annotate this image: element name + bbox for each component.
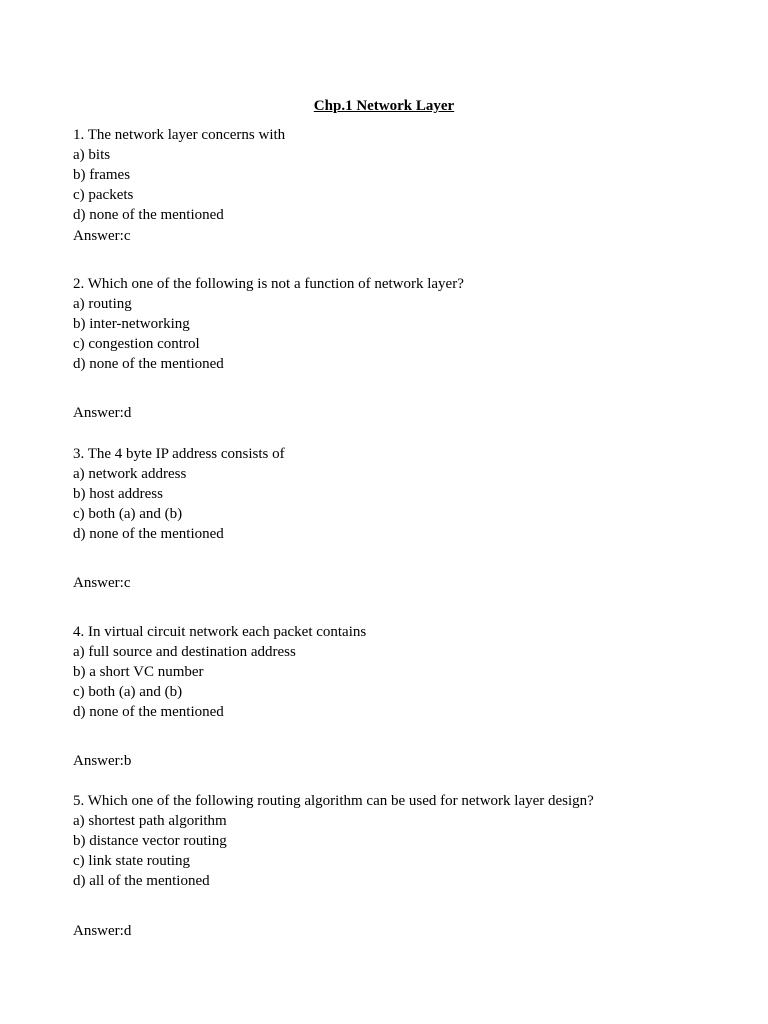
option-d: d) all of the mentioned [73, 873, 210, 889]
option-c: c) link state routing [73, 853, 191, 869]
option-b: b) distance vector routing [73, 833, 227, 849]
question-text: 4. In virtual circuit network each packet contains [73, 624, 367, 640]
answer-text: Answer:d [73, 405, 132, 421]
option-c: c) both (a) and (b) [73, 684, 183, 700]
answer-text: Answer:b [73, 753, 132, 769]
option-c: c) congestion control [73, 336, 200, 352]
answer-text: Answer:c [73, 228, 131, 244]
option-a: a) full source and destination address [73, 644, 296, 660]
question-text: 5. Which one of the following routing algorithm can be used for network layer design? [73, 793, 594, 809]
option-b: b) a short VC number [73, 664, 204, 680]
option-a: a) network address [73, 466, 187, 482]
option-a: a) routing [73, 296, 132, 312]
option-c: c) both (a) and (b) [73, 506, 183, 522]
question-text: 3. The 4 byte IP address consists of [73, 446, 285, 462]
option-c: c) packets [73, 187, 134, 203]
option-b: b) inter-networking [73, 316, 190, 332]
option-b: b) frames [73, 167, 131, 183]
answer-text: Answer:d [73, 923, 132, 939]
option-a: a) bits [73, 147, 111, 163]
question-text: 1. The network layer concerns with [73, 127, 286, 143]
option-d: d) none of the mentioned [73, 207, 224, 223]
option-d: d) none of the mentioned [73, 526, 224, 542]
page-title: Chp.1 Network Layer [313, 98, 455, 114]
option-d: d) none of the mentioned [73, 356, 224, 372]
option-d: d) none of the mentioned [73, 704, 224, 720]
option-a: a) shortest path algorithm [73, 813, 227, 829]
question-text: 2. Which one of the following is not a function of network layer? [73, 276, 464, 292]
option-b: b) host address [73, 486, 163, 502]
answer-text: Answer:c [73, 575, 131, 591]
